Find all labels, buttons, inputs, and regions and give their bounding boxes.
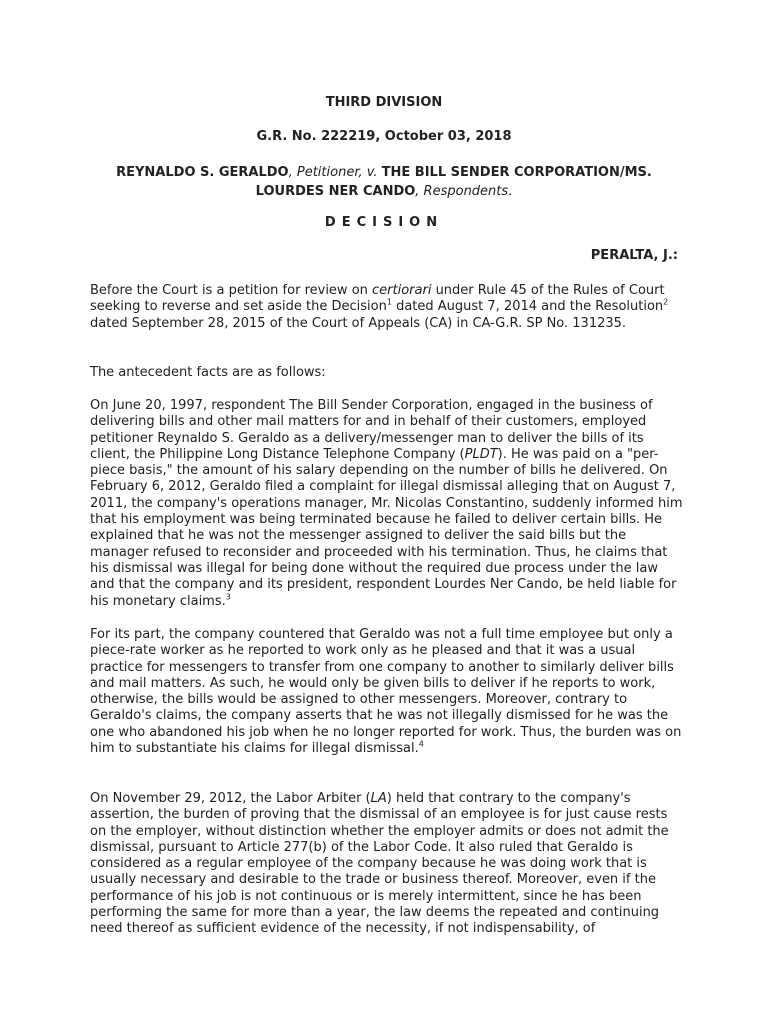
division-heading: THIRD DIVISION <box>325 95 443 110</box>
paragraph-5: On November 29, 2012, the Labor Arbiter (LA) held that contrary to the company's assertion, the burden of proving that the dismissal of an employee is for just cause rests on the employer, without distinction whether the employer admits or does not admit the dismissal, pursuant to Article 277(b) of the Labor Code. It also ruled that Geraldo is considered as a regular employee of the company because he was doing work that is usually necessary and desirable to the trade or business thereof. Moreover, even if the performance of his job is not continuous or is merely intermittent, since he has been performing the same for more than a year, the law deems the repeated and continuing need thereof as sufficient evidence of the necessity, if not indispensability, of <box>90 791 669 937</box>
versus: , v. <box>358 165 382 180</box>
case-number-heading: G.R. No. 222219, October 03, 2018 <box>256 129 512 144</box>
footnote-ref: 1 <box>386 297 392 307</box>
respondent-role: , Respondents <box>415 184 509 199</box>
respondent-names: THE BILL SENDER CORPORATION/MS. LOURDES NER CANDO <box>255 165 652 199</box>
petitioner-name: REYNALDO S. GERALDO <box>116 165 289 180</box>
decision-heading: DECISION <box>324 215 444 230</box>
paragraph-1: Before the Court is a petition for review on certiorari under Rule 45 of the Rules of Court seeking to reverse and set aside the Decision$^1$ dated August 7, 2014 and the Resolution$^2$ dated September 28, 2015 of the Court of Appeals (CA) in CA-G.R. SP No. 131235. <box>90 283 669 331</box>
footnote-ref: 2 <box>663 297 669 307</box>
case-parties: REYNALDO S. GERALDO, Petitioner, v. THE BILL SENDER CORPORATION/MS. LOURDES NER CANDO, Respondents. <box>116 165 652 199</box>
petitioner-role: , Petitioner <box>288 165 359 180</box>
paragraph-4: For its part, the company countered that Geraldo was not a full time employee but only a piece-rate worker as he reported to work only as he pleased and that it was a usual practice for messengers to transfer from one company to another to similarly deliver bills and mail matters. As such, he would only be given bills to deliver if he reports to work, otherwise, the bills would be assigned to other messengers. Moreover, contrary to Geraldo's claims, the company asserts that he was not illegally dismissed for he was the one who abandoned his job when he no longer reported for work. Thus, the burden was on him to substantiate his claims for illegal dismissal.$^4$ <box>90 627 682 757</box>
paragraph-3: On June 20, 1997, respondent The Bill Sender Corporation, engaged in the business of delivering bills and other mail matters for and in behalf of their customers, employed petitioner Reynaldo S. Geraldo as a delivery/messenger man to deliver the bills of its client, the Philippine Long Distance Telephone Company (PLDT). He was paid on a "per-piece basis," the amount of his salary depending on the number of bills he delivered. On February 6, 2012, Geraldo filed a complaint for illegal dismissal alleging that on August 7, 2011, the company's operations manager, Mr. Nicolas Constantino, suddenly informed him that his employment was being terminated because he failed to deliver certain bills. He explained that he was not the messenger assigned to deliver the said bills but the manager refused to reconsider and proceeded with his termination. Thus, he claims that his dismissal was illegal for being done without the required due process under the law and that the company and its president, respondent Lourdes Ner Cando, be held liable for his monetary claims.$^3$ <box>90 398 683 609</box>
ponente: PERALTA, J.: <box>590 248 678 263</box>
footnote-ref: 3 <box>225 592 231 602</box>
paragraph-2: The antecedent facts are as follows: <box>90 365 326 380</box>
footnote-ref: 4 <box>418 739 424 749</box>
